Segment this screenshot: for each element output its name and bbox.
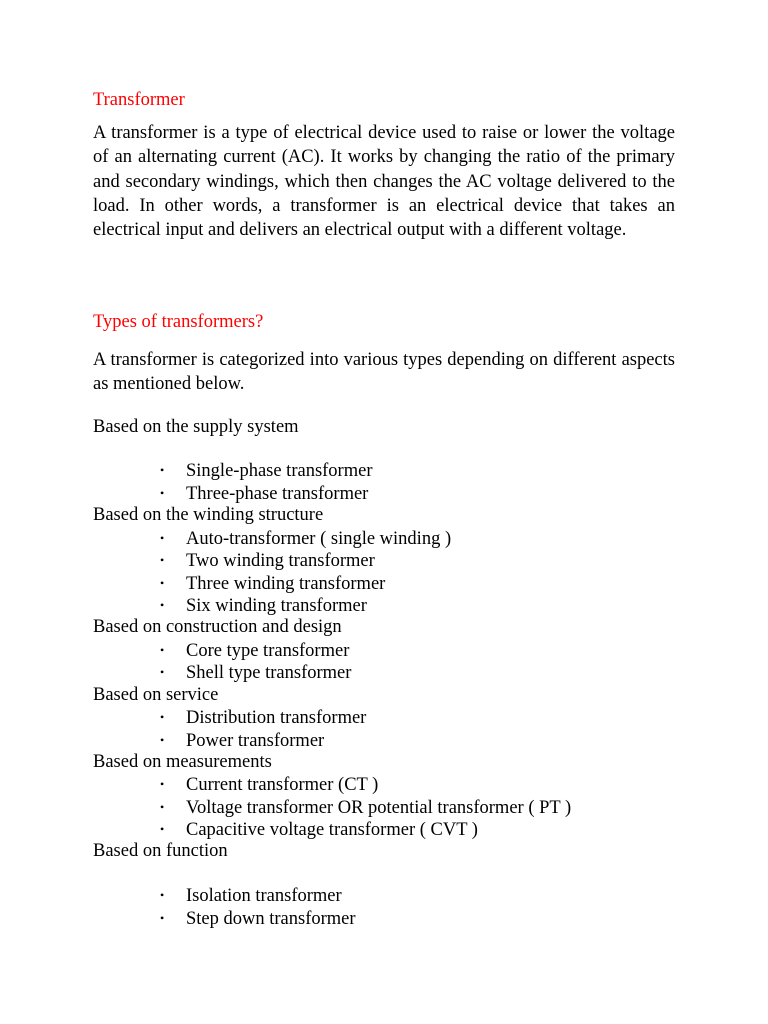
bullet-icon: • bbox=[160, 911, 165, 925]
group-title-supply-system: Based on the supply system bbox=[93, 417, 299, 437]
list-item bbox=[160, 527, 451, 551]
group-title-function: Based on function bbox=[93, 841, 228, 861]
list-item-label: Three winding transformer bbox=[186, 574, 386, 594]
list-item bbox=[160, 639, 349, 663]
group-title-service: Based on service bbox=[93, 685, 219, 705]
list-item bbox=[160, 594, 367, 618]
group-title-construction-design: Based on construction and design bbox=[93, 617, 342, 637]
bullet-icon: • bbox=[160, 733, 165, 747]
list-item bbox=[160, 796, 571, 820]
bullet-icon: • bbox=[160, 463, 165, 477]
list-item-label: Capacitive voltage transformer ( CVT ) bbox=[186, 820, 478, 840]
list-item bbox=[160, 549, 375, 573]
bullet-icon: • bbox=[160, 553, 165, 567]
bullet-icon: • bbox=[160, 576, 165, 590]
bullet-icon: • bbox=[160, 665, 165, 679]
list-item-label: Isolation transformer bbox=[186, 886, 342, 906]
list-item bbox=[160, 729, 324, 753]
list-item-label: Distribution transformer bbox=[186, 708, 367, 728]
bullet-icon: • bbox=[160, 888, 165, 902]
bullet-icon: • bbox=[160, 710, 165, 724]
list-item bbox=[160, 661, 351, 685]
transformer-definition-paragraph: A transformer is a type of electrical device used to raise or lower the voltage of an alternating current (AC). It works by changing the ratio of the primary and secondary windings, which then changes the AC voltage delivered to the load. In other words, a transformer is an electrical device that takes an electrical input and delivers an electrical output with a different voltage. bbox=[93, 123, 675, 241]
group-title-measurements: Based on measurements bbox=[93, 752, 272, 772]
list-item-label: Shell type transformer bbox=[186, 663, 352, 683]
list-item-label: Auto-transformer ( single winding ) bbox=[186, 529, 452, 549]
list-item bbox=[160, 773, 378, 797]
bullet-icon: • bbox=[160, 598, 165, 612]
list-item-label: Voltage transformer OR potential transformer ( PT ) bbox=[186, 798, 572, 818]
heading-transformer: Transformer bbox=[93, 90, 185, 110]
list-item bbox=[160, 572, 385, 596]
bullet-icon: • bbox=[160, 486, 165, 500]
list-item bbox=[160, 818, 478, 842]
list-item-label: Step down transformer bbox=[186, 909, 356, 929]
heading-types-of-transformers: Types of transformers? bbox=[93, 312, 264, 332]
group-title-winding-structure: Based on the winding structure bbox=[93, 505, 324, 525]
bullet-icon: • bbox=[160, 800, 165, 814]
bullet-icon: • bbox=[160, 643, 165, 657]
bullet-icon: • bbox=[160, 531, 165, 545]
list-item-label: Current transformer (CT ) bbox=[186, 775, 379, 795]
list-item bbox=[160, 706, 366, 730]
list-item-label: Three-phase transformer bbox=[186, 484, 369, 504]
list-item-label: Six winding transformer bbox=[186, 596, 367, 616]
list-item-label: Single-phase transformer bbox=[186, 461, 373, 481]
list-item-label: Two winding transformer bbox=[186, 551, 375, 571]
list-item bbox=[160, 884, 342, 908]
bullet-icon: • bbox=[160, 822, 165, 836]
list-item bbox=[160, 907, 356, 931]
list-item bbox=[160, 482, 368, 506]
bullet-icon: • bbox=[160, 777, 165, 791]
list-item-label: Power transformer bbox=[186, 731, 325, 751]
types-intro-paragraph: A transformer is categorized into various types depending on different aspects as mentioned below. bbox=[93, 350, 675, 395]
list-item-label: Core type transformer bbox=[186, 641, 350, 661]
list-item bbox=[160, 459, 372, 483]
